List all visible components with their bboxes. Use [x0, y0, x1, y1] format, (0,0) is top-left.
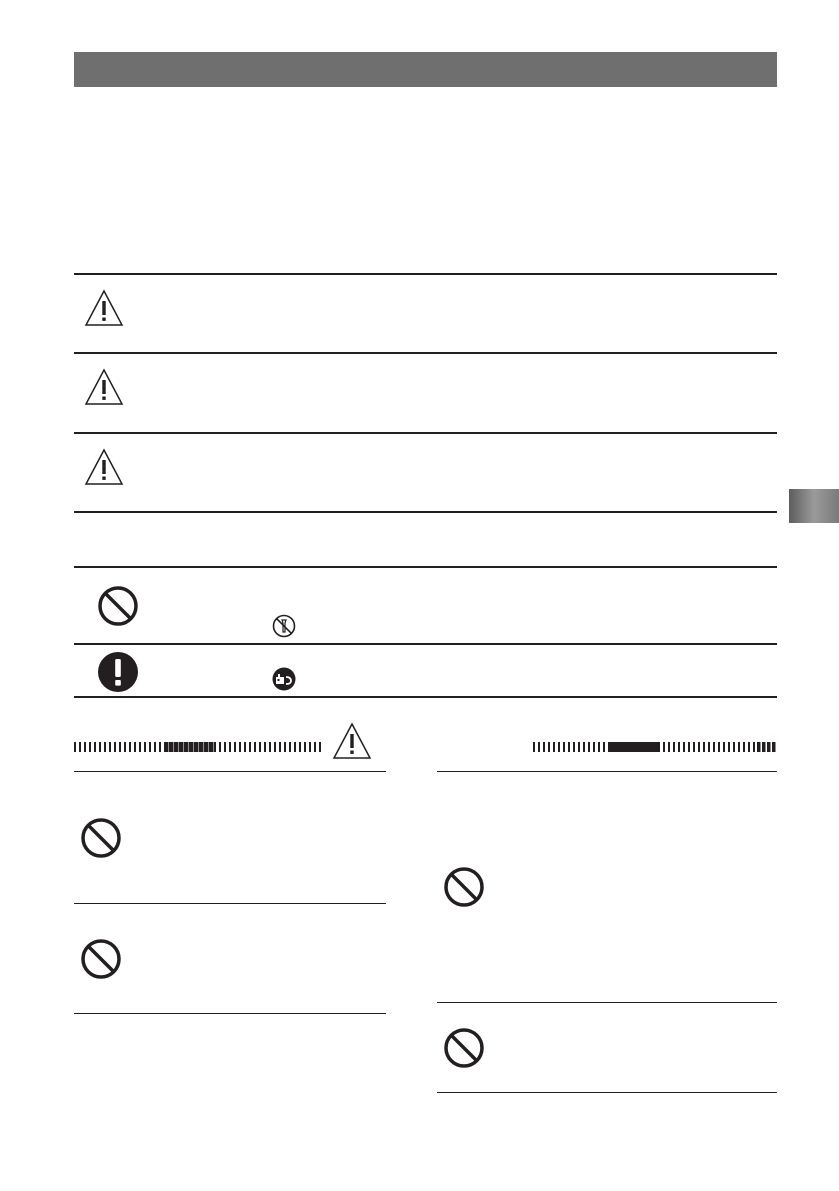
divider-line: [74, 432, 777, 434]
heading-stripe-pattern: [610, 742, 660, 752]
mandatory-exclamation-icon: [97, 651, 139, 693]
divider-line: [74, 643, 777, 645]
divider-line: [74, 566, 777, 568]
prohibition-circle-icon: [80, 938, 122, 980]
no-disassembly-icon: [272, 614, 296, 638]
divider-line: [437, 771, 777, 772]
warning-triangle-icon: [84, 289, 124, 327]
divider-line: [74, 273, 777, 275]
divider-line: [74, 1013, 386, 1014]
warning-triangle-icon: [84, 368, 124, 406]
warning-triangle-icon: [84, 448, 124, 486]
section-header-bar: [74, 52, 777, 87]
heading-stripe-pattern: [165, 742, 215, 752]
unplug-icon: [272, 667, 296, 691]
prohibition-circle-icon: [443, 866, 485, 908]
divider-line: [437, 1092, 777, 1093]
prohibition-circle-icon: [80, 817, 122, 859]
side-index-tab: [789, 489, 839, 523]
divider-line: [74, 511, 777, 513]
warning-triangle-icon: [332, 722, 372, 760]
divider-line: [74, 352, 777, 354]
heading-stripe-pattern: [757, 742, 777, 752]
prohibition-circle-icon: [443, 1027, 485, 1069]
divider-line: [74, 696, 777, 698]
divider-line: [74, 903, 386, 904]
divider-line: [74, 771, 386, 772]
prohibition-circle-icon: [97, 585, 139, 627]
divider-line: [437, 1002, 777, 1003]
